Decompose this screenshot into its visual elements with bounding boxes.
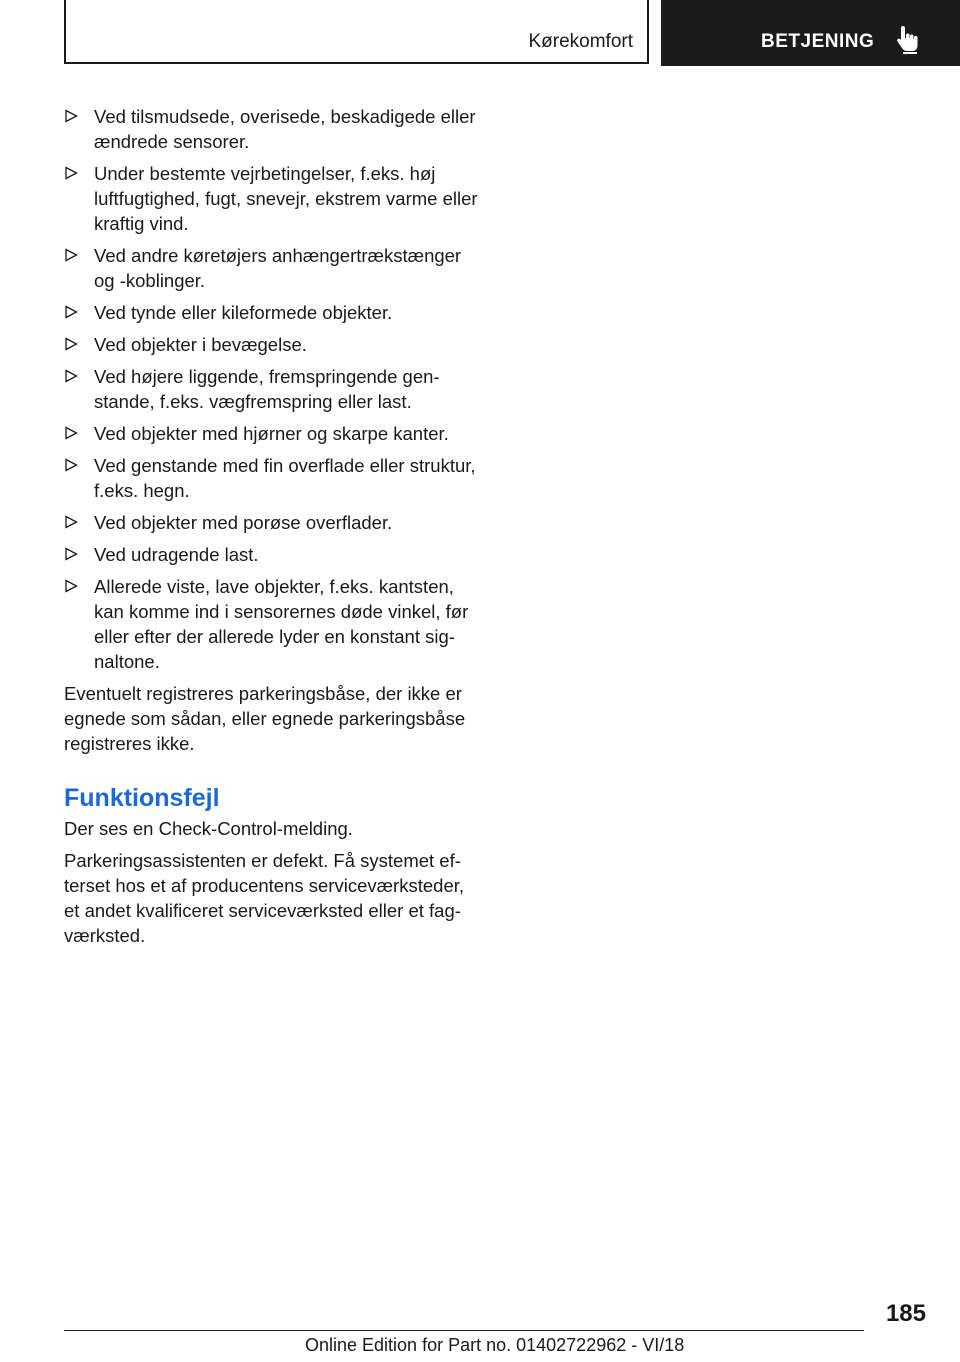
section-paragraph: Der ses en Check-Control-melding. <box>64 818 353 839</box>
list-item-text: Ved objekter med porøse overflader. <box>94 512 393 533</box>
pointing-hand-icon <box>895 26 921 54</box>
triangle-bullet-icon <box>64 458 78 472</box>
list-item <box>64 104 480 154</box>
list-item <box>64 421 480 446</box>
list-item-text: Ved objekter i bevægelse. <box>94 334 307 355</box>
page-number: 185 <box>885 1300 926 1327</box>
list-item-text: Under bestemte vejrbetingelser, f.eks. høj luftfugtighed, fugt, snevejr, ekstrem varme eller kraftig vind. <box>94 163 478 234</box>
section-paragraph: Parkeringsassistenten er defekt. Få systemet efterset hos et af producentens serviceværksteder, et andet kvalificeret serviceværksted eller et fagværksted. <box>64 850 465 946</box>
triangle-bullet-icon <box>64 579 78 593</box>
list-item-text: Ved genstande med fin overflade eller struktur, f.eks. hegn. <box>94 455 476 501</box>
page-content <box>64 104 480 955</box>
triangle-bullet-icon <box>64 547 78 561</box>
section-heading: Funktionsfejl <box>64 784 220 812</box>
list-item <box>64 364 480 414</box>
list-item-text: Ved objekter med hjørner og skarpe kanter. <box>94 423 449 444</box>
list-item-text: Ved tynde eller kileformede objekter. <box>94 302 393 323</box>
footer-divider <box>64 1330 864 1331</box>
triangle-bullet-icon <box>64 426 78 440</box>
list-item-text: Ved udragende last. <box>94 544 259 565</box>
list-item <box>64 453 480 503</box>
bullet-list <box>64 104 480 674</box>
footer-edition: Online Edition for Part no. 01402722962 - VI/18 <box>305 1335 685 1355</box>
list-item <box>64 300 480 325</box>
list-item <box>64 574 480 674</box>
list-item <box>64 542 480 567</box>
list-item-text: Ved tilsmudsede, overisede, beskadigede eller ændrede sensorer. <box>94 106 476 152</box>
header-section-tab <box>661 0 960 66</box>
triangle-bullet-icon <box>64 515 78 529</box>
list-item-text: Allerede viste, lave objekter, f.eks. kantsten, kan komme ind i sensorernes døde vinkel, før eller efter der allerede lyder en konstant signaltone. <box>94 576 469 672</box>
chapter-title: Kørekomfort <box>528 31 633 52</box>
triangle-bullet-icon <box>64 166 78 180</box>
triangle-bullet-icon <box>64 305 78 319</box>
list-item <box>64 161 480 236</box>
list-item-text: Ved højere liggende, fremspringende genstande, f.eks. vægfremspring eller last. <box>94 366 440 412</box>
list-item <box>64 243 480 293</box>
list-item <box>64 510 480 535</box>
section-label: BETJENING <box>761 31 875 52</box>
triangle-bullet-icon <box>64 248 78 262</box>
triangle-bullet-icon <box>64 337 78 351</box>
triangle-bullet-icon <box>64 369 78 383</box>
header-chapter-box <box>64 0 649 64</box>
paragraph-after-list: Eventuelt registreres parkeringsbåse, der ikke er egnede som sådan, eller egnede parkeringsbåse registreres ikke. <box>64 683 466 754</box>
list-item <box>64 332 480 357</box>
triangle-bullet-icon <box>64 109 78 123</box>
list-item-text: Ved andre køretøjers anhængertrækstænger og -koblinger. <box>94 245 462 291</box>
